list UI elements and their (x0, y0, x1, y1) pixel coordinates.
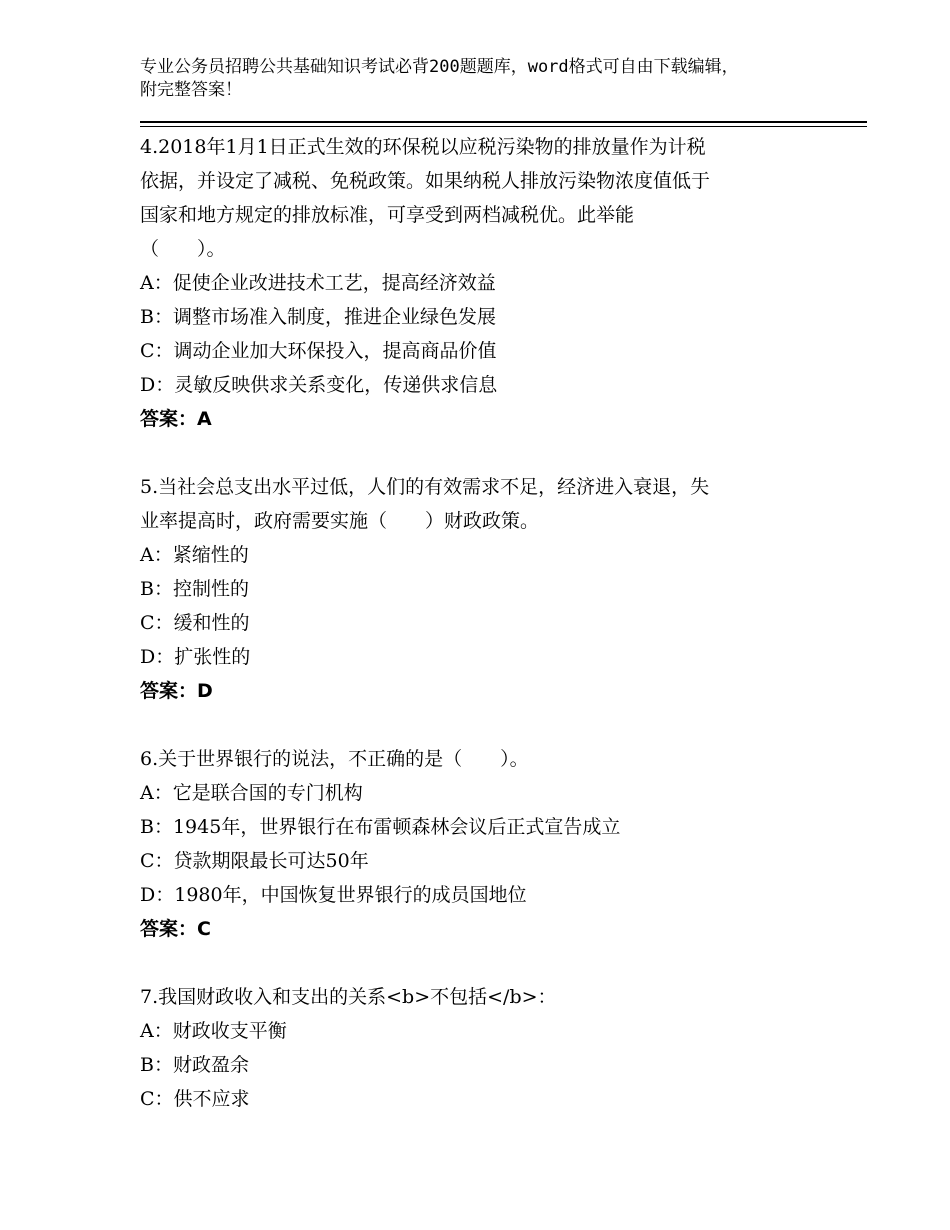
option-c: C：贷款期限最长可达50年 (140, 850, 369, 872)
header-line-1: 专业公务员招聘公共基础知识考试必背200题题库，word格式可自由下载编辑， (140, 57, 739, 77)
question-text-line: 业率提高时，政府需要实施（ ）财政政策。 (140, 510, 540, 532)
option-b: B：调整市场准入制度，推进企业绿色发展 (140, 306, 496, 328)
answer-line (140, 912, 820, 946)
option-a: A：财政收支平衡 (140, 1020, 287, 1042)
question-5 (140, 470, 820, 708)
question-text-line: （ ）。 (140, 238, 226, 260)
option-a: A：紧缩性的 (140, 544, 249, 566)
answer-label: 答案： (140, 680, 198, 702)
option-c: C：调动企业加大环保投入，提高商品价值 (140, 340, 497, 362)
option-a: A：促使企业改进技术工艺，提高经济效益 (140, 272, 496, 294)
option-b: B：财政盈余 (140, 1054, 249, 1076)
header-line-2: 附完整答案！ (140, 80, 242, 100)
option-a: A：它是联合国的专门机构 (140, 782, 363, 804)
answer-value: C (197, 918, 211, 940)
option-b: B：控制性的 (140, 578, 249, 600)
question-text-line: 4.2018年1月1日正式生效的环保税以应税污染物的排放量作为计税 (140, 136, 706, 158)
answer-value: A (197, 408, 212, 430)
header-rule-thick (140, 121, 867, 123)
question-text-line: 7.我国财政收入和支出的关系<b>不包括</b>： (140, 986, 557, 1008)
answer-value: D (197, 680, 213, 702)
option-d: D：灵敏反映供求关系变化，传递供求信息 (140, 374, 498, 396)
question-6 (140, 742, 820, 946)
option-d: D：扩张性的 (140, 646, 251, 668)
question-text-line: 国家和地方规定的排放标准，可享受到两档减税优。此举能 (140, 204, 635, 226)
answer-line (140, 402, 820, 436)
answer-label: 答案： (140, 408, 198, 430)
question-text-line: 5.当社会总支出水平过低，人们的有效需求不足，经济进入衰退，失 (140, 476, 710, 498)
option-c: C：供不应求 (140, 1088, 250, 1110)
question-text-line: 依据，并设定了减税、免税政策。如果纳税人排放污染物浓度值低于 (140, 170, 711, 192)
question-text-line: 6.关于世界银行的说法，不正确的是（ ）。 (140, 748, 529, 770)
answer-label: 答案： (140, 918, 198, 940)
answer-line (140, 674, 820, 708)
document-header (140, 56, 820, 102)
question-7 (140, 980, 820, 1116)
option-c: C：缓和性的 (140, 612, 250, 634)
question-4 (140, 130, 820, 436)
header-rule-thin (140, 126, 867, 127)
question-list (140, 130, 820, 1150)
option-b: B：1945年，世界银行在布雷顿森林会议后正式宣告成立 (140, 816, 621, 838)
option-d: D：1980年，中国恢复世界银行的成员国地位 (140, 884, 527, 906)
